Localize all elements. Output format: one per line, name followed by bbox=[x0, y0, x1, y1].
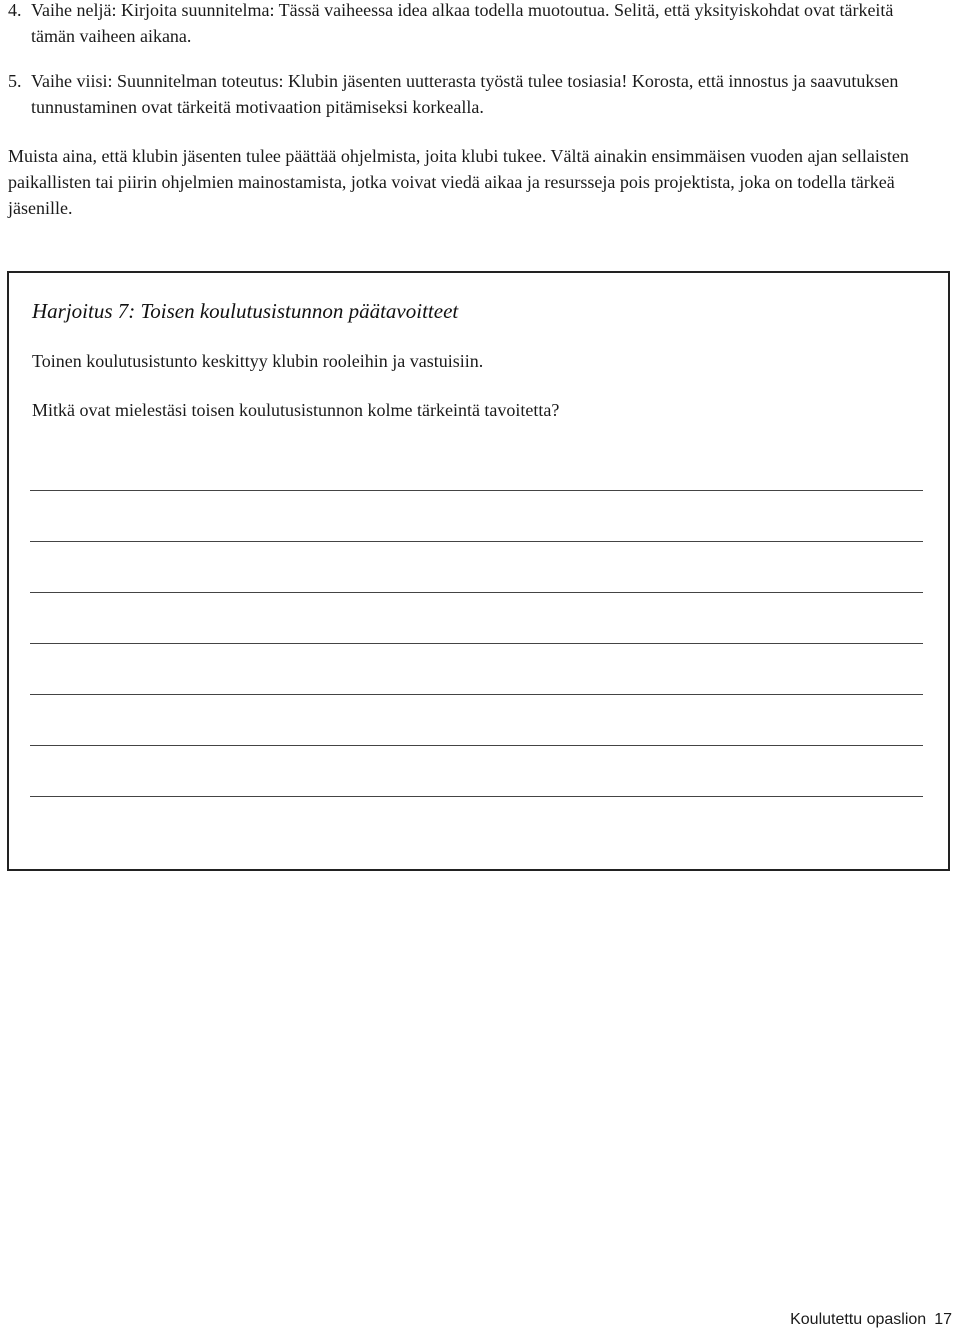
exercise-question: Mitkä ovat mielestäsi toisen koulutusistunnon kolme tärkeintä tavoitetta? bbox=[32, 400, 560, 420]
answer-line-5[interactable] bbox=[30, 694, 923, 695]
exercise-intro: Toinen koulutusistunto keskittyy klubin rooleihin ja vastuisiin. bbox=[32, 351, 484, 371]
answer-line-2[interactable] bbox=[30, 541, 923, 542]
step-4-number: 4. bbox=[8, 0, 22, 20]
answer-line-4[interactable] bbox=[30, 643, 923, 644]
page-footer bbox=[790, 1309, 952, 1331]
step-5-text: Vaihe viisi: Suunnitelman toteutus: Klubin jäsenten uutterasta työstä tulee tosiasia! Korosta, että innostus ja saavutuksen tunnustaminen ovat tärkeitä motivaation pitämiseksi korkealla. bbox=[31, 71, 899, 117]
answer-line-3[interactable] bbox=[30, 592, 923, 593]
exercise-box bbox=[7, 271, 950, 871]
footer-label: Koulutettu opaslion bbox=[790, 1311, 927, 1328]
step-4-text: Vaihe neljä: Kirjoita suunnitelma: Tässä vaiheessa idea alkaa todella muotoutua. Selitä, että yksityiskohdat ovat tärkeitä tämän vaiheen aikana. bbox=[31, 0, 894, 46]
answer-line-6[interactable] bbox=[30, 745, 923, 746]
exercise-title: Harjoitus 7: Toisen koulutusistunnon päätavoitteet bbox=[32, 299, 459, 323]
step-5-item bbox=[8, 68, 908, 120]
step-5-number: 5. bbox=[8, 71, 22, 91]
step-4-item bbox=[8, 0, 908, 49]
body-paragraph: Muista aina, että klubin jäsenten tulee päättää ohjelmista, joita klubi tukee. Vältä ainakin ensimmäisen vuoden ajan sellaisten paikallisten tai piirin ohjelmien mainostamista, jotka voivat viedä aikaa ja resursseja pois projektista, joka on todella tärkeä jäsenille. bbox=[8, 146, 909, 218]
answer-line-1[interactable] bbox=[30, 490, 923, 491]
page-number: 17 bbox=[934, 1311, 952, 1328]
answer-line-7[interactable] bbox=[30, 796, 923, 797]
